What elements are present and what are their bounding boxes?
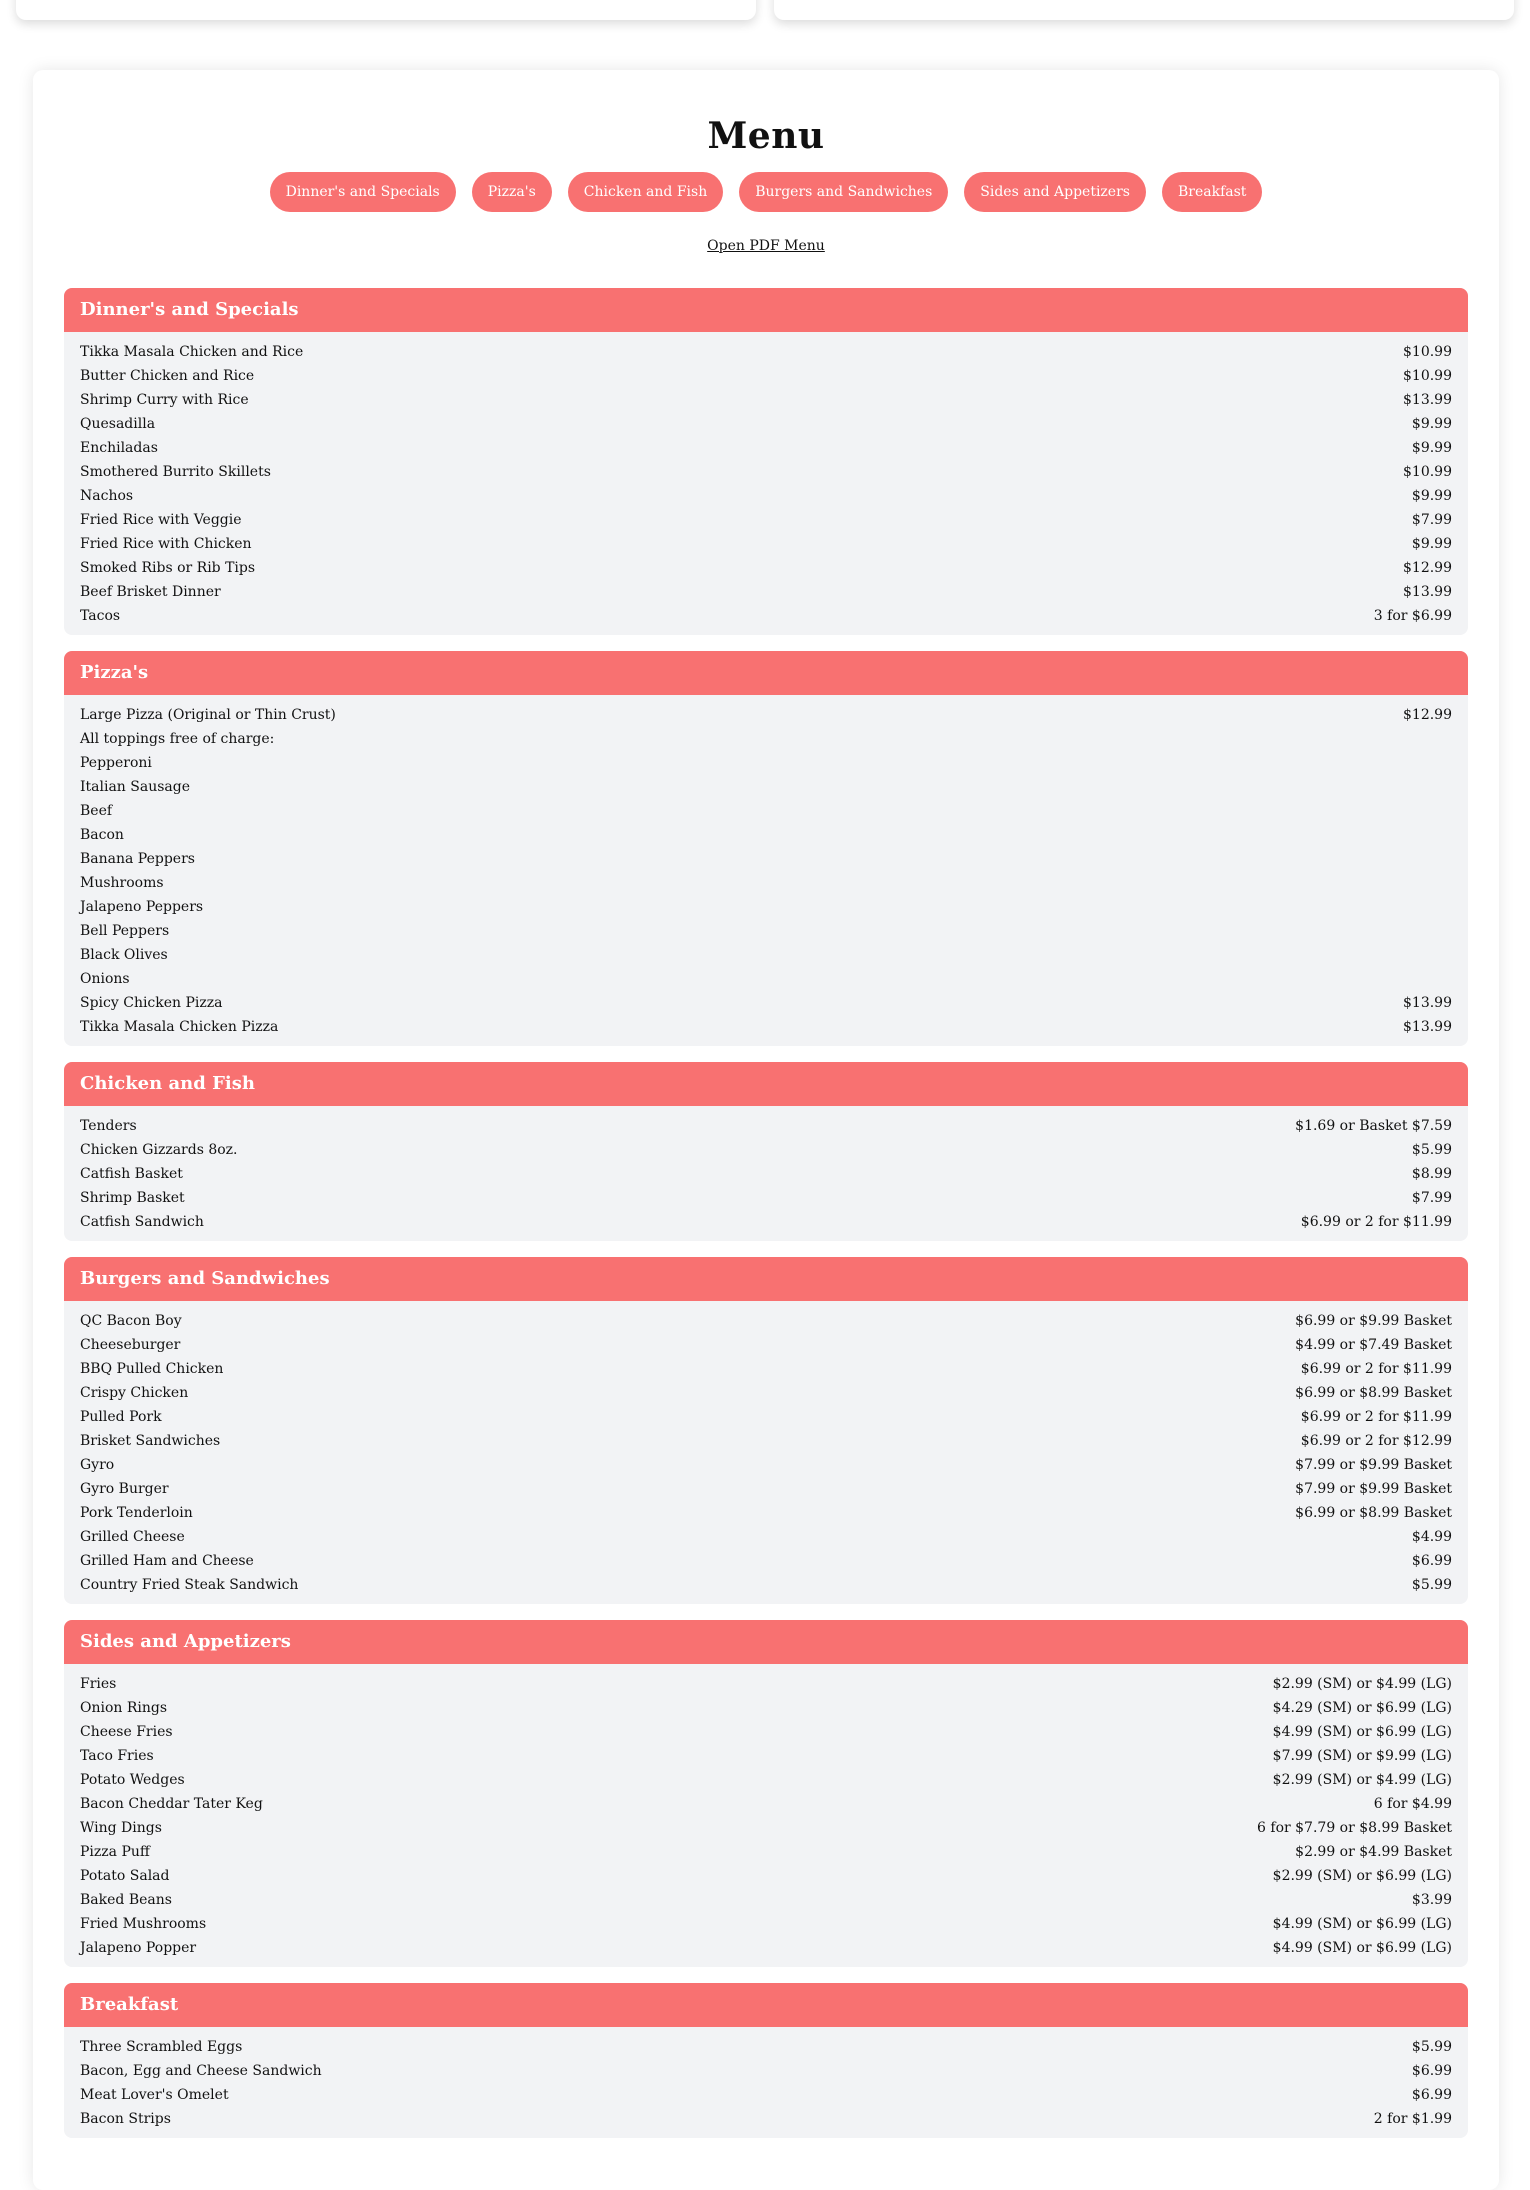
- menu-item-name: Potato Salad: [80, 1868, 170, 1884]
- menu-item-name: Bacon, Egg and Cheese Sandwich: [80, 2063, 322, 2079]
- menu-section-chicken-and-fish: [64, 1062, 1468, 1241]
- menu-item-name: Crispy Chicken: [80, 1385, 189, 1401]
- menu-item-name: Meat Lover's Omelet: [80, 2087, 229, 2103]
- menu-item-name: Fried Rice with Veggie: [80, 512, 242, 528]
- menu-item-price: $5.99: [1411, 1142, 1452, 1158]
- menu-item-name: Tenders: [80, 1118, 137, 1134]
- menu-item-price: $6.99 or 2 for $11.99: [1300, 1409, 1452, 1425]
- menu-item: [80, 1309, 1452, 1333]
- menu-item-name: Quesadilla: [80, 416, 156, 432]
- menu-item-price: $7.99: [1411, 1190, 1452, 1206]
- menu-item: [80, 847, 1452, 871]
- menu-item-price: $5.99: [1411, 1577, 1452, 1593]
- menu-item-price: $6.99: [1411, 2087, 1452, 2103]
- section-header: Sides and Appetizers: [64, 1620, 1468, 1664]
- menu-item-name: Beef: [80, 803, 113, 819]
- menu-item: [80, 1333, 1452, 1357]
- menu-item: [80, 1114, 1452, 1138]
- menu-item: [80, 2059, 1452, 2083]
- open-pdf-menu-link[interactable]: Open PDF Menu: [707, 238, 825, 254]
- menu-item: [80, 1792, 1452, 1816]
- menu-item: [80, 1525, 1452, 1549]
- menu-item-price: $12.99: [1403, 707, 1452, 723]
- menu-item-name: Gyro Burger: [80, 1481, 169, 1497]
- menu-item: [80, 943, 1452, 967]
- menu-item-name: Country Fried Steak Sandwich: [80, 1577, 299, 1593]
- menu-item: [80, 799, 1452, 823]
- menu-item-name: Potato Wedges: [80, 1772, 185, 1788]
- menu-item: [80, 412, 1452, 436]
- menu-item-price: $6.99: [1411, 1553, 1452, 1569]
- tab-pizzas[interactable]: Pizza's: [472, 172, 552, 212]
- menu-item-price: $9.99: [1411, 536, 1452, 552]
- menu-item-price: $12.99: [1403, 560, 1452, 576]
- menu-item: [80, 1381, 1452, 1405]
- menu-item-name: Shrimp Curry with Rice: [80, 392, 249, 408]
- menu-item: [80, 919, 1452, 943]
- menu-item-price: $4.99 (SM) or $6.99 (LG): [1272, 1724, 1452, 1740]
- section-items: [64, 1664, 1468, 1967]
- menu-item: [80, 1501, 1452, 1525]
- menu-item-price: $6.99 or 2 for $11.99: [1300, 1214, 1452, 1230]
- menu-item-name: Jalapeno Peppers: [80, 899, 204, 915]
- menu-item-name: Tikka Masala Chicken and Rice: [80, 344, 304, 360]
- tab-sides-and-appetizers[interactable]: Sides and Appetizers: [964, 172, 1146, 212]
- menu-item-price: $6.99 or $9.99 Basket: [1295, 1313, 1452, 1329]
- section-items: [64, 695, 1468, 1046]
- menu-item-price: $7.99 (SM) or $9.99 (LG): [1272, 1748, 1452, 1764]
- menu-item-name: Enchiladas: [80, 440, 158, 456]
- menu-item: [80, 1720, 1452, 1744]
- menu-item: [80, 460, 1452, 484]
- menu-item: [80, 364, 1452, 388]
- menu-item-price: $3.99: [1411, 1892, 1452, 1908]
- menu-item-name: Baked Beans: [80, 1892, 172, 1908]
- menu-item-price: $6.99 or $8.99 Basket: [1295, 1385, 1452, 1401]
- menu-title: Menu: [707, 115, 825, 157]
- section-items: [64, 332, 1468, 635]
- menu-item: [80, 340, 1452, 364]
- menu-item: [80, 556, 1452, 580]
- menu-item-name: Nachos: [80, 488, 134, 504]
- menu-item-price: $9.99: [1411, 440, 1452, 456]
- menu-item: [80, 775, 1452, 799]
- menu-item: [80, 2107, 1452, 2131]
- menu-item-name: Fried Rice with Chicken: [80, 536, 252, 552]
- menu-item-price: $2.99 or $4.99 Basket: [1295, 1844, 1452, 1860]
- menu-item: [80, 604, 1452, 628]
- menu-item: [80, 1138, 1452, 1162]
- tab-chicken-and-fish[interactable]: Chicken and Fish: [568, 172, 723, 212]
- menu-item-name: Three Scrambled Eggs: [80, 2039, 243, 2055]
- menu-item-name: Bacon: [80, 827, 124, 843]
- menu-item: [80, 1015, 1452, 1039]
- menu-item-name: Italian Sausage: [80, 779, 191, 795]
- menu-item: [80, 1405, 1452, 1429]
- menu-item-price: $4.99 or $7.49 Basket: [1295, 1337, 1452, 1353]
- menu-item-price: $6.99 or 2 for $12.99: [1300, 1433, 1452, 1449]
- menu-item-price: $9.99: [1411, 488, 1452, 504]
- tab-breakfast[interactable]: Breakfast: [1162, 172, 1262, 212]
- menu-item-name: QC Bacon Boy: [80, 1313, 182, 1329]
- menu-item: [80, 727, 1452, 751]
- section-header: Chicken and Fish: [64, 1062, 1468, 1106]
- menu-item-name: Bacon Cheddar Tater Keg: [80, 1796, 263, 1812]
- menu-item: [80, 1357, 1452, 1381]
- menu-item-price: $7.99 or $9.99 Basket: [1295, 1481, 1452, 1497]
- menu-item-price: $7.99: [1411, 512, 1452, 528]
- menu-item-name: Jalapeno Popper: [80, 1940, 197, 1956]
- menu-item-name: Brisket Sandwiches: [80, 1433, 221, 1449]
- menu-item-name: Tikka Masala Chicken Pizza: [80, 1019, 279, 1035]
- menu-item-price: $13.99: [1403, 995, 1452, 1011]
- menu-section-pizzas: [64, 651, 1468, 1046]
- menu-item-name: Cheeseburger: [80, 1337, 181, 1353]
- menu-item: [80, 1912, 1452, 1936]
- section-header: Burgers and Sandwiches: [64, 1257, 1468, 1301]
- menu-item-name: Shrimp Basket: [80, 1190, 185, 1206]
- menu-item-price: $2.99 (SM) or $6.99 (LG): [1272, 1868, 1452, 1884]
- menu-item: [80, 1816, 1452, 1840]
- menu-item-price: $6.99: [1411, 2063, 1452, 2079]
- menu-item-price: $10.99: [1403, 344, 1452, 360]
- menu-item: [80, 1888, 1452, 1912]
- menu-item-name: Pork Tenderloin: [80, 1505, 193, 1521]
- menu-item-price: $13.99: [1403, 1019, 1452, 1035]
- menu-item-name: Pizza Puff: [80, 1844, 150, 1860]
- menu-item-price: $2.99 (SM) or $4.99 (LG): [1272, 1772, 1452, 1788]
- menu-item: [80, 580, 1452, 604]
- menu-item: [80, 1864, 1452, 1888]
- menu-item-name: Smoked Ribs or Rib Tips: [80, 560, 256, 576]
- menu-item: [80, 871, 1452, 895]
- menu-item-name: Wing Dings: [80, 1820, 162, 1836]
- menu-item-name: Banana Peppers: [80, 851, 195, 867]
- menu-item: [80, 1162, 1452, 1186]
- menu-item-name: Beef Brisket Dinner: [80, 584, 221, 600]
- menu-item-name: BBQ Pulled Chicken: [80, 1361, 224, 1377]
- menu-item-price: $8.99: [1411, 1166, 1452, 1182]
- menu-item: [80, 991, 1452, 1015]
- menu-item-name: Chicken Gizzards 8oz.: [80, 1142, 238, 1158]
- menu-item-name: Bell Peppers: [80, 923, 170, 939]
- menu-section-burgers-and-sandwiches: [64, 1257, 1468, 1604]
- menu-item: [80, 1429, 1452, 1453]
- menu-card: [33, 70, 1499, 2190]
- tab-dinners-and-specials[interactable]: Dinner's and Specials: [270, 172, 456, 212]
- menu-item: [80, 1210, 1452, 1234]
- section-header: Dinner's and Specials: [64, 288, 1468, 332]
- menu-item-name: Large Pizza (Original or Thin Crust): [80, 707, 336, 723]
- menu-item-name: Smothered Burrito Skillets: [80, 464, 271, 480]
- top-card-right: [774, 0, 1514, 20]
- menu-item: [80, 508, 1452, 532]
- menu-item: [80, 1696, 1452, 1720]
- menu-item-price: $6.99 or $8.99 Basket: [1295, 1505, 1452, 1521]
- menu-item: [80, 703, 1452, 727]
- menu-category-tabs: [33, 172, 1499, 212]
- menu-item-name: All toppings free of charge:: [80, 731, 275, 747]
- menu-item-price: 2 for $1.99: [1373, 2111, 1452, 2127]
- menu-item-price: 6 for $7.79 or $8.99 Basket: [1257, 1820, 1452, 1836]
- menu-item: [80, 895, 1452, 919]
- menu-item-price: $10.99: [1403, 464, 1452, 480]
- menu-item: [80, 1573, 1452, 1597]
- menu-item-name: Pepperoni: [80, 755, 152, 771]
- menu-item: [80, 1768, 1452, 1792]
- menu-item-price: $7.99 or $9.99 Basket: [1295, 1457, 1452, 1473]
- menu-item: [80, 484, 1452, 508]
- menu-sections: [33, 288, 1499, 2138]
- menu-item-price: $6.99 or 2 for $11.99: [1300, 1361, 1452, 1377]
- menu-item-name: Grilled Cheese: [80, 1529, 185, 1545]
- section-header: Pizza's: [64, 651, 1468, 695]
- menu-item: [80, 1672, 1452, 1696]
- menu-item-name: Catfish Sandwich: [80, 1214, 204, 1230]
- menu-item-name: Gyro: [80, 1457, 115, 1473]
- menu-item: [80, 1453, 1452, 1477]
- menu-item-price: $4.99: [1411, 1529, 1452, 1545]
- menu-item-name: Grilled Ham and Cheese: [80, 1553, 254, 1569]
- menu-item-name: Taco Fries: [80, 1748, 154, 1764]
- menu-item-price: $13.99: [1403, 392, 1452, 408]
- menu-item: [80, 2083, 1452, 2107]
- menu-item-name: Tacos: [80, 608, 121, 624]
- menu-item-name: Fried Mushrooms: [80, 1916, 207, 1932]
- menu-item: [80, 1186, 1452, 1210]
- menu-item-name: Black Olives: [80, 947, 168, 963]
- section-items: [64, 1106, 1468, 1241]
- top-card-left: [16, 0, 756, 20]
- menu-item-price: 3 for $6.99: [1373, 608, 1452, 624]
- section-header: Breakfast: [64, 1983, 1468, 2027]
- menu-item-price: $10.99: [1403, 368, 1452, 384]
- menu-item-price: $5.99: [1411, 2039, 1452, 2055]
- menu-item-name: Bacon Strips: [80, 2111, 171, 2127]
- menu-item-name: Pulled Pork: [80, 1409, 162, 1425]
- menu-item: [80, 2035, 1452, 2059]
- menu-section-sides-and-appetizers: [64, 1620, 1468, 1967]
- menu-item: [80, 1744, 1452, 1768]
- section-items: [64, 2027, 1468, 2138]
- menu-item: [80, 1840, 1452, 1864]
- menu-item-price: $4.99 (SM) or $6.99 (LG): [1272, 1940, 1452, 1956]
- menu-item-price: $13.99: [1403, 584, 1452, 600]
- menu-item-price: $4.99 (SM) or $6.99 (LG): [1272, 1916, 1452, 1932]
- menu-item-price: $2.99 (SM) or $4.99 (LG): [1272, 1676, 1452, 1692]
- menu-item-price: $4.29 (SM) or $6.99 (LG): [1272, 1700, 1452, 1716]
- menu-item-name: Catfish Basket: [80, 1166, 183, 1182]
- menu-item-price: $9.99: [1411, 416, 1452, 432]
- menu-item-price: $1.69 or Basket $7.59: [1295, 1118, 1452, 1134]
- menu-item: [80, 823, 1452, 847]
- menu-section-dinners-and-specials: [64, 288, 1468, 635]
- menu-item: [80, 1477, 1452, 1501]
- menu-section-breakfast: [64, 1983, 1468, 2138]
- menu-item-name: Onions: [80, 971, 130, 987]
- menu-item-name: Mushrooms: [80, 875, 164, 891]
- menu-item-price: 6 for $4.99: [1373, 1796, 1452, 1812]
- section-items: [64, 1301, 1468, 1604]
- tab-burgers-and-sandwiches[interactable]: Burgers and Sandwiches: [739, 172, 948, 212]
- menu-item-name: Spicy Chicken Pizza: [80, 995, 223, 1011]
- menu-item: [80, 1936, 1452, 1960]
- menu-item: [80, 967, 1452, 991]
- menu-item: [80, 1549, 1452, 1573]
- menu-item-name: Butter Chicken and Rice: [80, 368, 255, 384]
- menu-item-name: Onion Rings: [80, 1700, 168, 1716]
- menu-item: [80, 388, 1452, 412]
- menu-item-name: Cheese Fries: [80, 1724, 173, 1740]
- menu-item: [80, 751, 1452, 775]
- menu-item: [80, 532, 1452, 556]
- menu-item: [80, 436, 1452, 460]
- menu-item-name: Fries: [80, 1676, 117, 1692]
